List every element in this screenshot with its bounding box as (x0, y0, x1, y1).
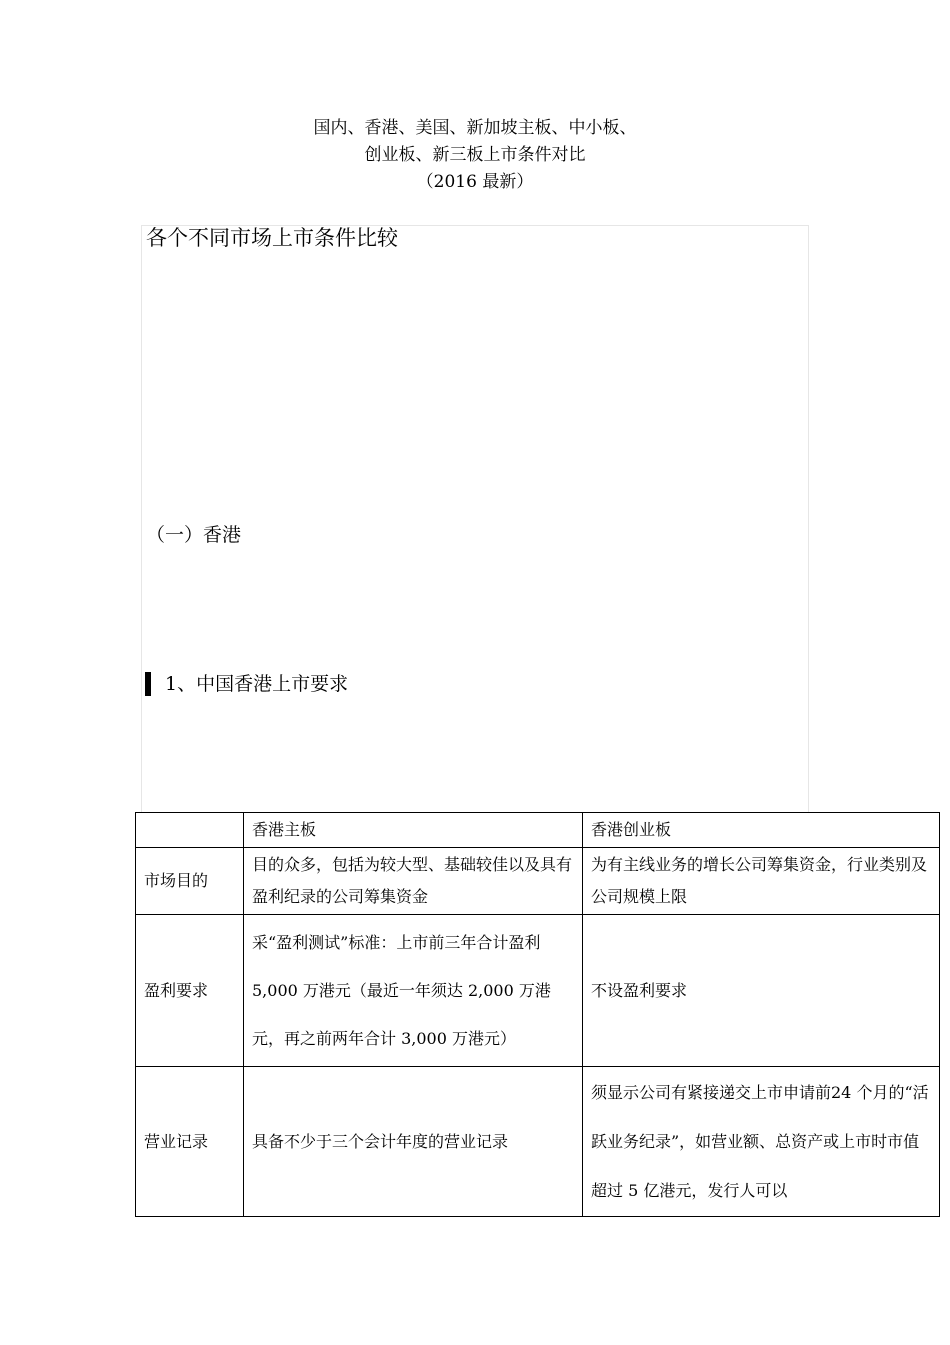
cell-main-board: 采“盈利测试”标准：上市前三年合计盈利 5,000 万港元（最近一年须达 2,000 万港元，再之前两年合计 3,000 万港元） (244, 915, 583, 1067)
table-header-row (136, 813, 940, 848)
title-line-2: 创业板、新三板上市条件对比 (364, 145, 586, 165)
content-frame (141, 225, 809, 813)
listing-requirements-table (135, 812, 940, 1217)
cell-gem: 为有主线业务的增长公司筹集资金，行业类别及公司规模上限 (583, 848, 940, 915)
heading-bar-marker (145, 672, 151, 696)
main-heading: 各个不同市场上市条件比较 (146, 226, 398, 250)
table-row (136, 1067, 940, 1217)
title-line-1: 国内、香港、美国、新加坡主板、中小板、 (313, 118, 637, 138)
cell-gem: 不设盈利要求 (583, 915, 940, 1067)
subsection-heading-text: 1、中国香港上市要求 (165, 673, 349, 695)
header-cell-main-board: 香港主板 (244, 813, 583, 848)
document-title (0, 115, 950, 196)
cell-gem: 须显示公司有紧接递交上市申请前24 个月的“活跃业务纪录”，如营业额、总资产或上市时市值超过 5 亿港元，发行人可以 (583, 1067, 940, 1217)
row-label: 市场目的 (136, 848, 244, 915)
header-cell-gem: 香港创业板 (583, 813, 940, 848)
subsection-heading (145, 670, 348, 698)
title-line-3: （2016 最新） (416, 172, 534, 192)
row-label: 盈利要求 (136, 915, 244, 1067)
table-row (136, 848, 940, 915)
section-heading: （一）香港 (146, 524, 242, 546)
header-cell-empty (136, 813, 244, 848)
cell-main-board: 目的众多，包括为较大型、基础较佳以及具有盈利纪录的公司筹集资金 (244, 848, 583, 915)
table-row (136, 915, 940, 1067)
cell-main-board: 具备不少于三个会计年度的营业记录 (244, 1067, 583, 1217)
row-label: 营业记录 (136, 1067, 244, 1217)
